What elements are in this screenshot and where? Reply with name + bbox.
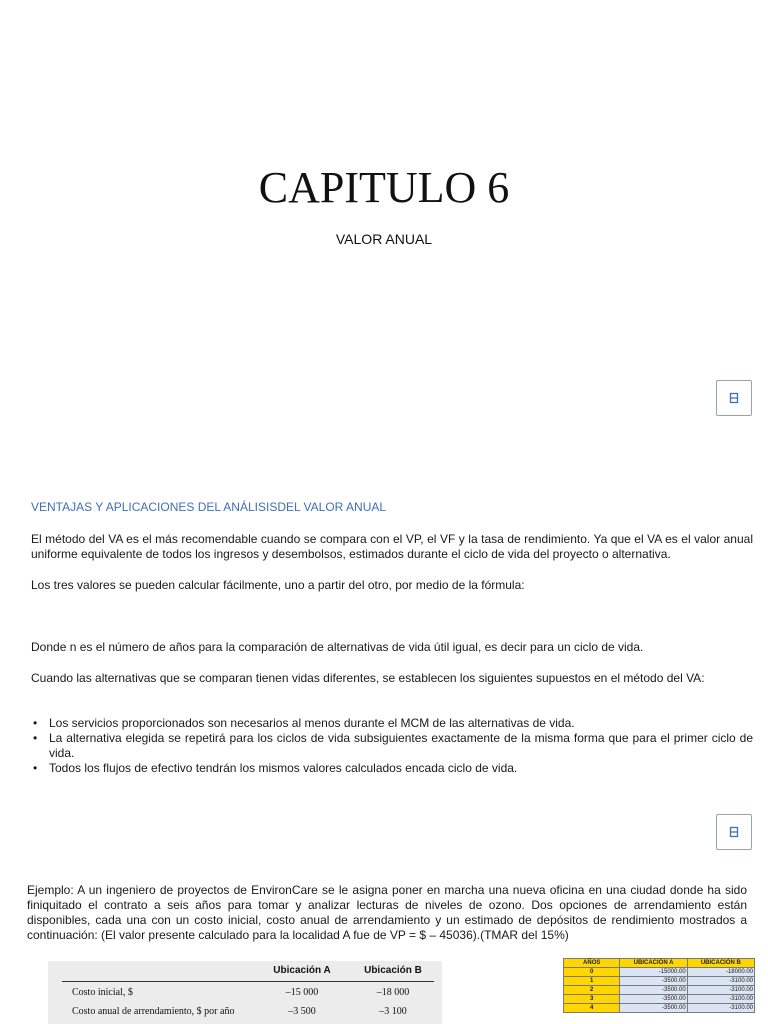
table-cell: -3500.00: [620, 986, 687, 995]
list-item: • Los servicios proporcionados son necesarios al menos durante el MCM de las alternativas de vida.: [31, 716, 753, 731]
paragraph-formula-intro: Los tres valores se pueden calcular fácilmente, uno a partir del otro, por medio de la fórmula:: [31, 578, 525, 592]
paragraph-n-definition: Donde n es el número de años para la comparación de alternativas de vida útil igual, es decir para un ciclo de vida.: [31, 640, 644, 654]
paragraph-assumptions-intro: Cuando las alternativas que se comparan tienen vidas diferentes, se establecen los siguientes supuestos en el método del VA:: [31, 671, 705, 685]
flag-icon: [729, 392, 739, 404]
table-header: UBICACIÓN B: [687, 959, 754, 968]
slide-nav-button[interactable]: [716, 380, 752, 416]
table-cell: Costo inicial, $: [72, 987, 133, 998]
example-paragraph: Ejemplo: A un ingeniero de proyectos de EnvironCare se le asigna poner en marcha una nueva oficina en una ciudad donde ha sido finiquitado el contrato a seis años para tomar y analizar lecturas de niveles de ozono. Dos opciones de arrendamiento están disponibles, cada una con un costo inicial, costo anual de arrendamiento y un estimado de depósitos de rendimiento mostrados a continuación: (El valor presente calculado para la localidad A fue de VP = $ – 45036).(TMAR del 15%): [27, 883, 747, 942]
table-cell: 4: [564, 1004, 620, 1013]
assumptions-list: [31, 716, 753, 776]
table-cell: Costo anual de arrendamiento, $ por año: [72, 1006, 235, 1017]
table-row: [62, 1001, 434, 1020]
table-cell: -3100.00: [687, 977, 754, 986]
table-row: [564, 986, 755, 995]
flag-icon: [729, 826, 739, 838]
table-cell: –15 000: [285, 987, 319, 998]
list-item: • La alternativa elegida se repetirá para los ciclos de vida subsiguientes exactamente de la misma forma que para el primer ciclo de vida.: [31, 731, 753, 761]
table-header: Ubicación B: [352, 961, 434, 982]
page-title: CAPITULO 6: [258, 163, 510, 212]
table-cell: 0: [564, 968, 620, 977]
table-cell: -3100.00: [687, 986, 754, 995]
table-header: UBICACIÓN A: [620, 959, 687, 968]
table-header: [62, 961, 252, 982]
table-cell: -3100.00: [687, 1004, 754, 1013]
table-row: [564, 977, 755, 986]
section-heading: VENTAJAS Y APLICACIONES DEL ANÁLISISDEL VALOR ANUAL: [31, 500, 387, 514]
table-cell: –3 500: [288, 1006, 316, 1017]
table-cell: -3500.00: [620, 977, 687, 986]
table-cell: -15000.00: [620, 968, 687, 977]
table-header: Ubicación A: [252, 961, 352, 982]
table-row: [564, 995, 755, 1004]
table-header: AÑOS: [564, 959, 620, 968]
list-item: • Todos los flujos de efectivo tendrán los mismos valores calculados encada ciclo de vida.: [31, 761, 753, 776]
spreadsheet-table: [563, 958, 755, 1024]
table-row: [564, 1004, 755, 1013]
table-cell: -3500.00: [620, 1004, 687, 1013]
table-cell: -3100.00: [687, 995, 754, 1004]
table-cell: -18000.00: [687, 968, 754, 977]
table-cell: -3500.00: [620, 995, 687, 1004]
table-cell: –18 000: [376, 987, 410, 998]
table-cell: –3 100: [379, 1006, 407, 1017]
page-subtitle: VALOR ANUAL: [335, 231, 433, 247]
table-row: [62, 982, 434, 1002]
table-row: [564, 968, 755, 977]
slide-nav-button[interactable]: [716, 814, 752, 850]
table-cell: 3: [564, 995, 620, 1004]
table-cell: 2: [564, 986, 620, 995]
cost-table: [48, 961, 442, 1024]
table-cell: 1: [564, 977, 620, 986]
paragraph-va-definition: El método del VA es el más recomendable cuando se compara con el VP, el VF y la tasa de rendimiento. Ya que el VA es el valor anual uniforme equivalente de todos los ingresos y desembolsos, estimados durante el ciclo de vida del proyecto o alternativa.: [31, 532, 753, 561]
